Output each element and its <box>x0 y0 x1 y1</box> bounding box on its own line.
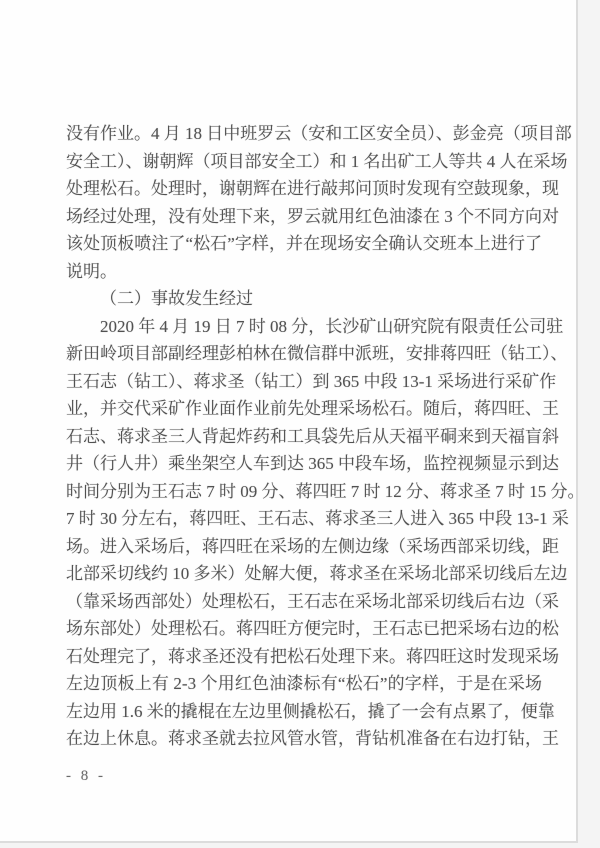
text-line: 石处理完了，蒋求圣还没有把松石处理下来。蒋四旺这时发现采场 <box>66 646 559 666</box>
text-line: 该处顶板喷注了“松石”字样，并在现场安全确认交班本上进行了 <box>66 234 542 253</box>
text-line: 场东部处）处理松石。蒋四旺方便完时，王石志已把采场右边的松 <box>66 619 559 638</box>
page-number: - 8 - <box>66 768 106 784</box>
text-line: 石志、蒋求圣三人背起炸药和工具袋先后从天福平硐来到天福盲斜 <box>66 426 559 446</box>
text-line: 新田岭项目部副经理彭柏林在微信群中派班，安排蒋四旺（钻工）、 <box>66 344 568 363</box>
text-line: 7 时 30 分左右，蒋四旺、王石志、蒋求圣三人进入 365 中段 13-1 采 <box>66 509 569 528</box>
text-line: 北部采切线约 10 多米）处解大便，蒋求圣在采场北部采切线后左边 <box>66 564 568 583</box>
text-line: 在边上休息。蒋求圣就去拉风管水管，背钻机准备在右边打钻，王 <box>66 729 559 748</box>
text-line: 没有作业。4 月 18 日中班罗云（安和工区安全员）、彭金亮（项目部 <box>66 124 572 143</box>
text-line: 井（行人井）乘坐架空人车到达 365 中段车场，监控视频显示到达 <box>66 454 559 473</box>
text-line: 场。进入采场后，蒋四旺在采场的左侧边缘（采场西部采切线，距 <box>66 536 559 556</box>
section-heading: （二）事故发生经过 <box>100 289 253 308</box>
text-line: 处理松石。处理时，谢朝辉在进行敲邦问顶时发现有空鼓现象，现 <box>66 179 559 198</box>
text-line: 2020 年 4 月 19 日 7 时 08 分，长沙矿山研究院有限责任公司驻 <box>100 316 564 336</box>
text-line: 王石志（钻工）、蒋求圣（钻工）到 365 中段 13-1 采场进行采矿作 <box>66 371 557 391</box>
text-line: 说明。 <box>66 261 117 281</box>
text-line: 场经过处理，没有处理下来，罗云就用红色油漆在 3 个不同方向对 <box>66 206 559 226</box>
text-line: 时间分别为王石志 7 时 09 分、蒋四旺 7 时 12 分、蒋求圣 7 时 15 分。 <box>66 481 585 501</box>
text-line: 安全工）、谢朝辉（项目部安全工）和 1 名出矿工人等共 4 人在采场 <box>66 151 568 171</box>
document-body-text <box>66 120 585 753</box>
text-line: 左边用 1.6 米的撬棍在左边里侧撬松石，撬了一会有点累了，便靠 <box>66 701 555 721</box>
text-line: （靠采场西部处）处理松石，王石志在采场北部采切线后右边（采 <box>66 591 559 611</box>
text-line: 左边顶板上有 2-3 个用红色油漆标有“松石”的字样，于是在采场 <box>66 674 542 693</box>
text-line: 业，并交代采矿作业面作业前先处理采场松石。随后，蒋四旺、王 <box>66 399 559 418</box>
